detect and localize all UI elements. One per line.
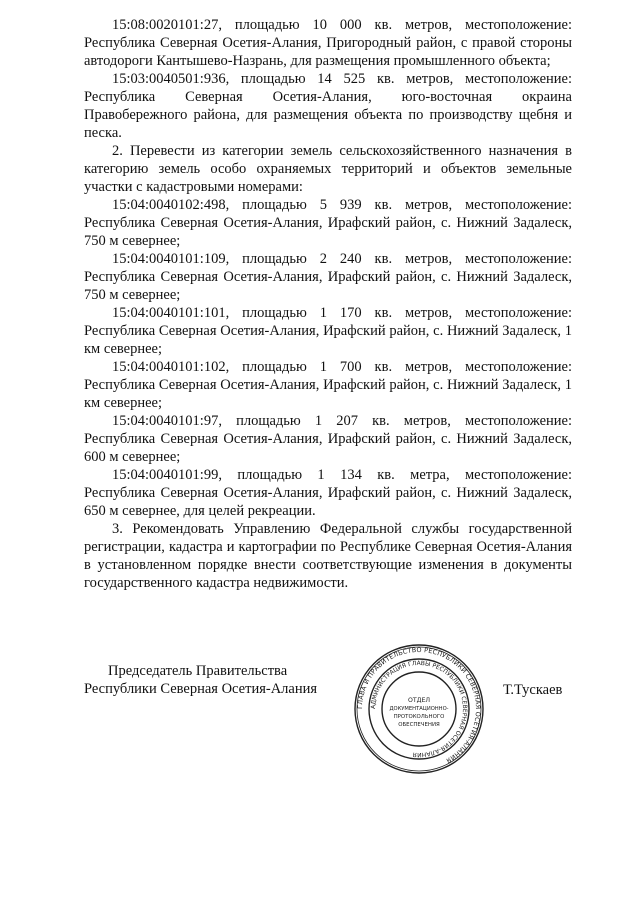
paragraph-parcel-99: 15:04:0040101:99, площадью 1 134 кв. метра, местоположение: Республика Северная Осетия-Алания, Ирафский район, с. Нижний Задалеск, 650 м севернее, для целей рекреации.: [84, 467, 572, 519]
paragraph-parcel-15-03-936: 15:03:0040501:936, площадью 14 525 кв. метров, местоположение: Республика Северная Осетия-Алания, юго-восточная окраина Правобережного района, для размещения объекта по производству щебня и песка.: [84, 71, 572, 141]
seal-outer-text: ГЛАВА И ПРАВИТЕЛЬСТВО РЕСПУБЛИКИ СЕВЕРНАЯ ОСЕТИЯ-АЛАНИЯ: [355, 645, 483, 765]
svg-text:ДОКУМЕНТАЦИОННО-: ДОКУМЕНТАЦИОННО-: [389, 706, 449, 712]
seal-inner-text: АДМИНИСТРАЦИЯ ГЛАВЫ РЕСПУБЛИКИ СЕВЕРНАЯ ОСЕТИЯ-АЛАНИЯ: [369, 659, 469, 759]
paragraph-parcel-15-08-27: 15:08:0020101:27, площадью 10 000 кв. метров, местоположение: Республика Северная Осетия-Алания, Пригородный район, с правой стороны автодороги Кантышево-Назрань, для размещения промышленного объекта;: [84, 17, 572, 69]
svg-text:ОБЕСПЕЧЕНИЯ: ОБЕСПЕЧЕНИЯ: [398, 722, 440, 728]
paragraph-item-3: 3. Рекомендовать Управлению Федеральной службы государственной регистрации, кадастра и картографии по Республике Северная Осетия-Алания в установленном порядке внести соответствующие изменения в документы государственного кадастра недвижимости.: [84, 521, 572, 591]
paragraph-parcel-109: 15:04:0040101:109, площадью 2 240 кв. метров, местоположение: Республика Северная Осетия-Алания, Ирафский район, с. Нижний Задалеск, 750 м севернее;: [84, 251, 572, 303]
official-seal: [352, 642, 486, 776]
svg-text:ОТДЕЛ: ОТДЕЛ: [407, 697, 431, 704]
paragraph-parcel-97: 15:04:0040101:97, площадью 1 207 кв. метров, местоположение: Республика Северная Осетия-Алания, Ирафский район, с. Нижний Задалеск, 600 м севернее;: [84, 413, 572, 465]
paragraph-item-2: 2. Перевести из категории земель сельскохозяйственного назначения в категорию земель особо охраняемых территорий и объектов земельные участки с кадастровыми номерами:: [84, 143, 572, 195]
paragraph-parcel-101: 15:04:0040101:101, площадью 1 170 кв. метров, местоположение: Республика Северная Осетия-Алания, Ирафский район, с. Нижний Задалеск, 1 км севернее;: [84, 305, 572, 357]
seal-stamp-icon: [352, 642, 486, 776]
signatory-title-line2: Республики Северная Осетия-Алания: [84, 681, 318, 697]
document-body: [84, 16, 572, 592]
signatory-title-line1: Председатель Правительства: [108, 663, 288, 679]
paragraph-parcel-102: 15:04:0040101:102, площадью 1 700 кв. метров, местоположение: Республика Северная Осетия-Алания, Ирафский район, с. Нижний Задалеск, 1 км севернее;: [84, 359, 572, 411]
signatory-title: [84, 662, 344, 698]
svg-text:ПРОТОКОЛЬНОГО: ПРОТОКОЛЬНОГО: [393, 714, 445, 720]
signatory-name: Т.Тускаев: [503, 682, 563, 698]
paragraph-parcel-498: 15:04:0040102:498, площадью 5 939 кв. метров, местоположение: Республика Северная Осетия-Алания, Ирафский район, с. Нижний Задалеск, 750 м севернее;: [84, 197, 572, 249]
